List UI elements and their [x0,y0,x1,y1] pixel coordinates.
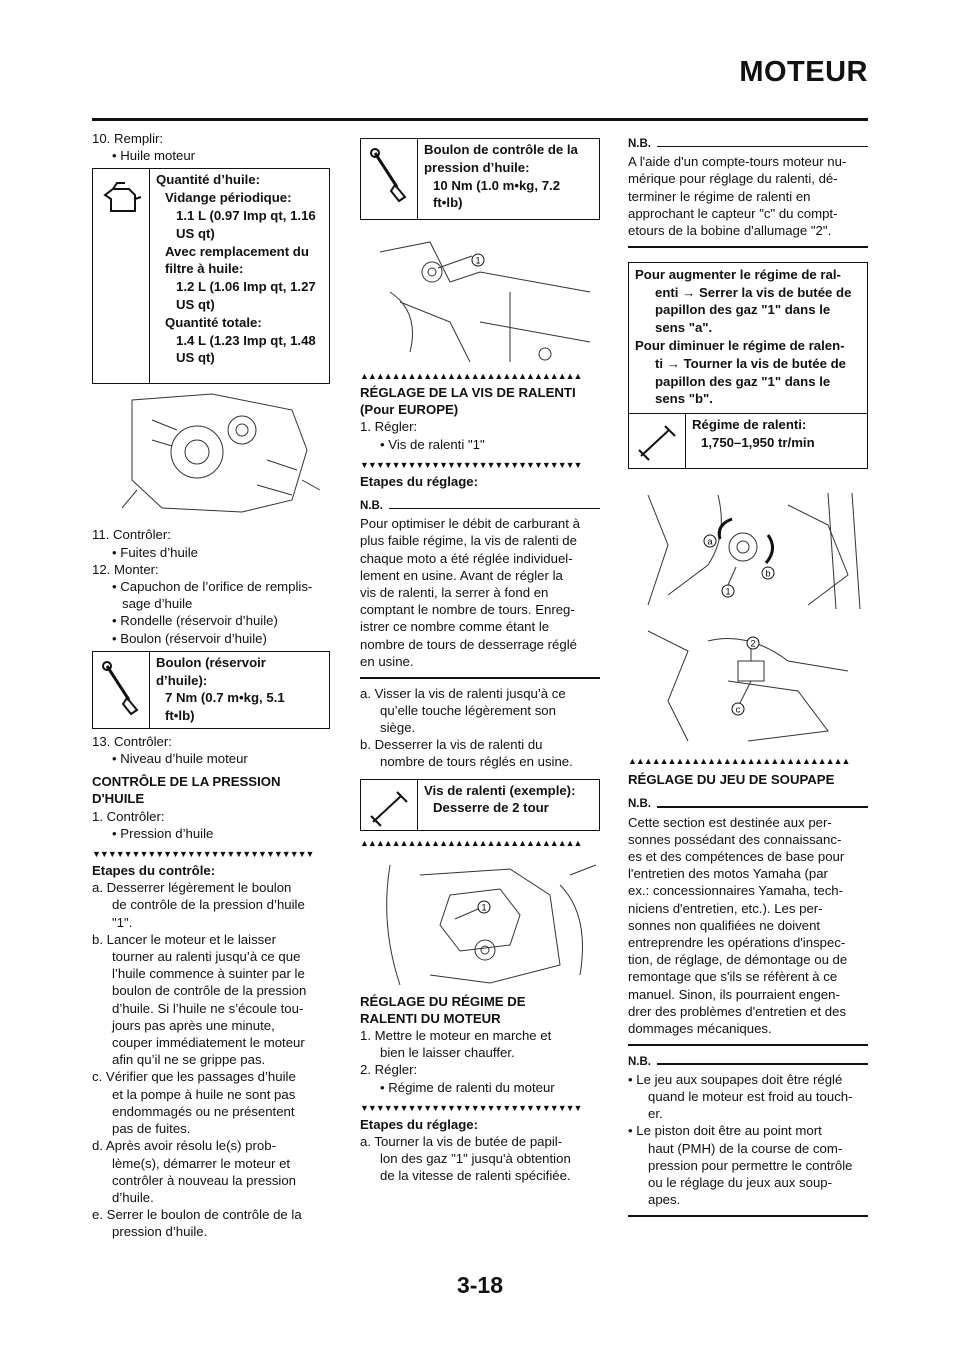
nb-line: entreprendre les opérations d'inspec- [628,934,846,950]
nb-line: sonnes non qualifiées ne doivent [628,917,821,933]
bullet-idle-speed: • Régime de ralenti du moteur [380,1079,555,1095]
nb-line: terminer le régime de ralenti en [628,188,811,204]
step-line: d’huile. Si l’huile ne s’écoule tou- [112,1000,304,1016]
rbox-line: ti → Tourner la vis de butée de [655,355,847,371]
step-line: a. Visser la vis de ralenti jusqu’à ce [360,685,566,701]
step-line: d’huile. [112,1189,154,1205]
oil-box-line: US qt) [176,225,215,241]
step-line: endommagés ou ne présentent [112,1103,295,1119]
pbox-line: ft•lb) [433,195,463,211]
header-rule [92,118,868,121]
oil-box-line: 1.4 L (1.23 Imp qt, 1.48 [176,332,316,348]
callout-1: 1 [475,255,481,266]
nb-line: ex.: concessionnaires Yamaha, tech- [628,883,844,899]
step-line: de contrôle de la pression d’huile [112,897,305,913]
steps-title: Etapes du contrôle: [92,863,216,879]
step-1-adjust: 1. Régler: [360,419,418,435]
callout-2: 2 [750,638,756,649]
section-heading-idle-speed-cont: RALENTI DU MOTEUR [360,1010,501,1026]
nb-end-rule [628,1215,868,1217]
step-line: tourner au ralenti jusqu’à ce que [112,949,301,965]
oil-box-line: 1.1 L (0.97 Imp qt, 1.16 [176,208,316,223]
nb-line: A l'aide d'un compte-tours moteur nu- [628,154,847,170]
step-2-adjust: 2. Régler: [360,1062,418,1078]
step-line: pression d’huile. [112,1224,208,1240]
page-number: 3-18 [456,1272,504,1298]
nb-line: tion, de réglage, de démontage ou de [628,952,848,968]
nb-line: drer des problèmes d'entretien et des [628,1003,847,1019]
oil-box-line: Vidange périodique: [165,190,292,206]
torque-wrench-icon [93,652,150,728]
step-1-check: 1. Contrôler: [92,808,165,824]
callout-1: 1 [481,902,487,913]
ignition-coil-sensor-figure [628,621,868,749]
nb-end-rule [628,246,868,248]
column-2 [360,138,600,1185]
step-line: contrôler à nouveau la pression [112,1172,297,1188]
oil-can-icon [93,169,150,383]
nb-line: dommages mécaniques. [628,1020,772,1036]
idle-screw-spec-box [360,779,600,831]
step-line: "1". [112,914,133,930]
bolt-torque-box [92,651,330,729]
steps-start-marker: ▼▼▼▼▼▼▼▼▼▼▼▼▼▼▼▼▼▼▼▼▼▼▼▼▼▼▼▼ [360,1102,582,1113]
rbox-line: sens "a". [655,320,713,336]
step-line: jours pas après une minute, [112,1017,275,1033]
nb-line: Cette section est destinée aux per- [628,814,832,830]
step-line: afin qu’il ne se grippe pas. [112,1052,266,1068]
steps-start-marker: ▼▼▼▼▼▼▼▼▼▼▼▼▼▼▼▼▼▼▼▼▼▼▼▼▼▼▼▼ [360,459,582,470]
pbox-line: Boulon de contrôle de la [424,142,578,157]
callout-a: a [707,536,713,547]
vbox-line: Desserre de 2 tour [433,800,549,816]
bolt-box-line: ft•lb) [165,708,195,724]
idle-speed-direction-box [628,262,868,414]
step-line: b. Lancer le moteur et le laisser [92,931,276,947]
step-line: boulon de contrôle de la pression [112,983,307,999]
nb-line: • Le jeu aux soupapes doit être réglé [628,1071,843,1087]
step-line: d. Après avoir résolu le(s) prob- [92,1138,276,1154]
oil-pressure-bolt-figure [360,232,600,364]
nb-line: haut (PMH) de la course de com- [648,1140,843,1156]
step-1-start-cont: bien le laisser chauffer. [380,1045,515,1061]
section-heading-idle-speed: RÉGLAGE DU RÉGIME DE [360,993,526,1009]
step-line: lon des gaz "1" jusqu'à obtention [380,1151,571,1167]
nb-line: istrer ce nombre comme étant le [360,619,550,635]
nb-line: nombre de tours de desserrage réglé [360,636,577,652]
step-10: 10. Remplir: [92,131,164,146]
section-heading-oil-pressure: CONTRÔLE DE LA PRESSION [92,774,281,790]
oil-box-line: 1.2 L (1.06 Imp qt, 1.27 [176,279,316,295]
torque-wrench-icon [361,139,418,219]
idle-speed-spec-box [628,413,868,469]
step-line: nombre de tours réglés en usine. [380,754,573,770]
nb-line: lement en usine. Avant de régler la [360,567,563,583]
step-line: e. Serrer le boulon de contrôle de la [92,1207,302,1223]
nb-line: pression pour permettre le contrôle [648,1157,853,1173]
vbox-line: Vis de ralenti (exemple): [424,782,576,798]
step-line: lème(s), démarrer le moteur et [112,1155,291,1171]
step-line: a. Desserrer légèrement le boulon [92,880,292,896]
rbox-line: enti → Serrer la vis de butée de [655,284,852,300]
nb-line: er. [648,1106,663,1122]
nb-line: es et des compétences de base pour [628,848,845,864]
step-12: 12. Monter: [92,561,159,577]
nb-line: plus faible régime, la vis de ralenti de [360,533,577,549]
rbox-line: Pour augmenter le régime de ral- [635,266,841,282]
steps-end-marker: ▲▲▲▲▲▲▲▲▲▲▲▲▲▲▲▲▲▲▲▲▲▲▲▲▲▲▲▲ [360,371,582,381]
step-line: qu’elle touche légèrement son [380,702,556,718]
bullet-filler-cap: • Capuchon de l’orifice de remplis- [112,579,313,595]
oil-box-line: US qt) [176,296,215,312]
oil-box-line: Quantité d’huile: [156,172,261,188]
bullet-bolt: • Boulon (réservoir d’huile) [112,630,267,646]
screwdriver-icon [361,780,418,830]
bullet-oil-level: • Niveau d’huile moteur [112,751,248,767]
rbox-line: papillon des gaz "1" dans le [655,373,831,389]
pbox-line: 10 Nm (1.0 m•kg, 7.2 [433,177,561,193]
step-line: de la vitesse de ralenti spécifiée. [380,1168,571,1184]
step-11: 11. Contrôler: [92,527,171,543]
step-line: couper immédiatement le moteur [112,1035,305,1051]
idle-screw-figure [360,855,600,987]
pbox-line: pression d’huile: [424,159,530,175]
bullet-engine-oil: • Huile moteur [112,148,196,164]
nb-label: N.B. [360,498,600,515]
step-1-start: 1. Mettre le moteur en marche et [360,1027,552,1043]
bolt-box-line: d’huile): [156,672,208,688]
callout-c: c [735,704,741,715]
bullet-oil-leaks: • Fuites d’huile [112,544,198,560]
nb-line: etours de la bobine d'allumage "2". [628,223,832,239]
nb-label: N.B. [628,136,868,153]
rbox-line: papillon des gaz "1" dans le [655,302,831,318]
nb-label: N.B. [628,1054,868,1071]
nb-line: apes. [648,1192,681,1208]
nb-line: mérique pour réglage du ralenti, dé- [628,171,838,187]
steps-title: Etapes du réglage: [360,473,478,489]
nb-line: chaque moto a été réglée individuel- [360,550,573,566]
bolt-box-line: Boulon (réservoir [156,654,266,670]
ibox-line: Régime de ralenti: [692,417,807,433]
nb-line: comptant le nombre de tours. Enreg- [360,602,575,618]
nb-end-rule [628,1044,868,1046]
callout-b: b [765,568,771,579]
pressure-bolt-torque-box [360,138,600,220]
nb-end-rule [360,677,600,679]
oil-box-line: Quantité totale: [165,314,262,330]
section-heading-oil-pressure-cont: D'HUILE [92,791,145,807]
step-line: et la pompe à huile ne sont pas [112,1086,296,1102]
bullet-idle-screw: • Vis de ralenti "1" [380,436,485,452]
callout-1: 1 [725,586,731,597]
bullet-filler-cap-cont: sage d’huile [122,596,193,612]
step-line: l’huile commence à suinter par le [112,966,305,982]
nb-line: l'entretien des motos Yamaha (par [628,866,828,882]
nb-line: ou le réglage du jeux aux soup- [648,1175,833,1191]
bullet-oil-pressure: • Pression d’huile [112,825,214,841]
steps-end-marker: ▲▲▲▲▲▲▲▲▲▲▲▲▲▲▲▲▲▲▲▲▲▲▲▲▲▲▲▲ [628,756,850,767]
nb-line: sonnes possédant des connaissanc- [628,831,842,847]
steps-start-marker: ▼▼▼▼▼▼▼▼▼▼▼▼▼▼▼▼▼▼▼▼▼▼▼▼▼▼▼▼ [92,849,314,860]
steps-title: Etapes du réglage: [360,1116,478,1132]
page-title: MOTEUR [739,56,868,88]
nb-line: quand le moteur est froid au touch- [648,1089,853,1105]
ibox-line: 1,750–1,950 tr/min [701,434,815,450]
screwdriver-icon [629,414,686,468]
step-line: siège. [380,719,416,735]
section-heading-valve-clearance: RÉGLAGE DU JEU DE SOUPAPE [628,772,835,788]
throttle-stop-screw-figure [628,485,868,615]
rbox-line: sens "b". [655,391,713,407]
nb-label: N.B. [628,796,868,813]
oil-box-line: filtre à huile: [165,261,244,277]
step-line: pas de fuites. [112,1121,191,1137]
step-13: 13. Contrôler: [92,733,172,749]
step-line: c. Vérifier que les passages d’huile [92,1069,296,1085]
bolt-box-line: 7 Nm (0.7 m•kg, 5.1 [165,690,285,706]
section-heading-idle-screw-cont: (Pour EUROPE) [360,402,459,418]
bullet-washer: • Rondelle (réservoir d’huile) [112,613,278,629]
engine-oil-figure [92,390,330,520]
nb-line: Pour optimiser le débit de carburant à [360,516,580,532]
nb-line: approchant le capteur "c" du compt- [628,205,838,221]
nb-line: vis de ralenti, la serrer à fond en [360,585,549,601]
step-line: b. Desserrer la vis de ralenti du [360,737,543,753]
nb-line: niciens d'entretien, etc.). Les per- [628,900,823,916]
column-1 [92,130,330,1241]
step-line: a. Tourner la vis de butée de papil- [360,1133,563,1149]
column-3 [628,136,868,1223]
nb-line: en usine. [360,653,414,669]
oil-quantity-box [92,168,330,384]
nb-line: manuel. Sinon, ils pourraient engen- [628,986,840,1002]
rbox-line: Pour diminuer le régime de ralen- [635,337,845,353]
nb-line: remontage que s'ils se réfèrent à ce [628,969,838,985]
section-heading-idle-screw: RÉGLAGE DE LA VIS DE RALENTI [360,385,576,400]
steps-end-marker: ▲▲▲▲▲▲▲▲▲▲▲▲▲▲▲▲▲▲▲▲▲▲▲▲▲▲▲▲ [360,837,582,848]
oil-box-line: US qt) [176,350,215,366]
oil-box-line: Avec remplacement du [165,243,309,259]
nb-line: • Le piston doit être au point mort [628,1123,822,1139]
